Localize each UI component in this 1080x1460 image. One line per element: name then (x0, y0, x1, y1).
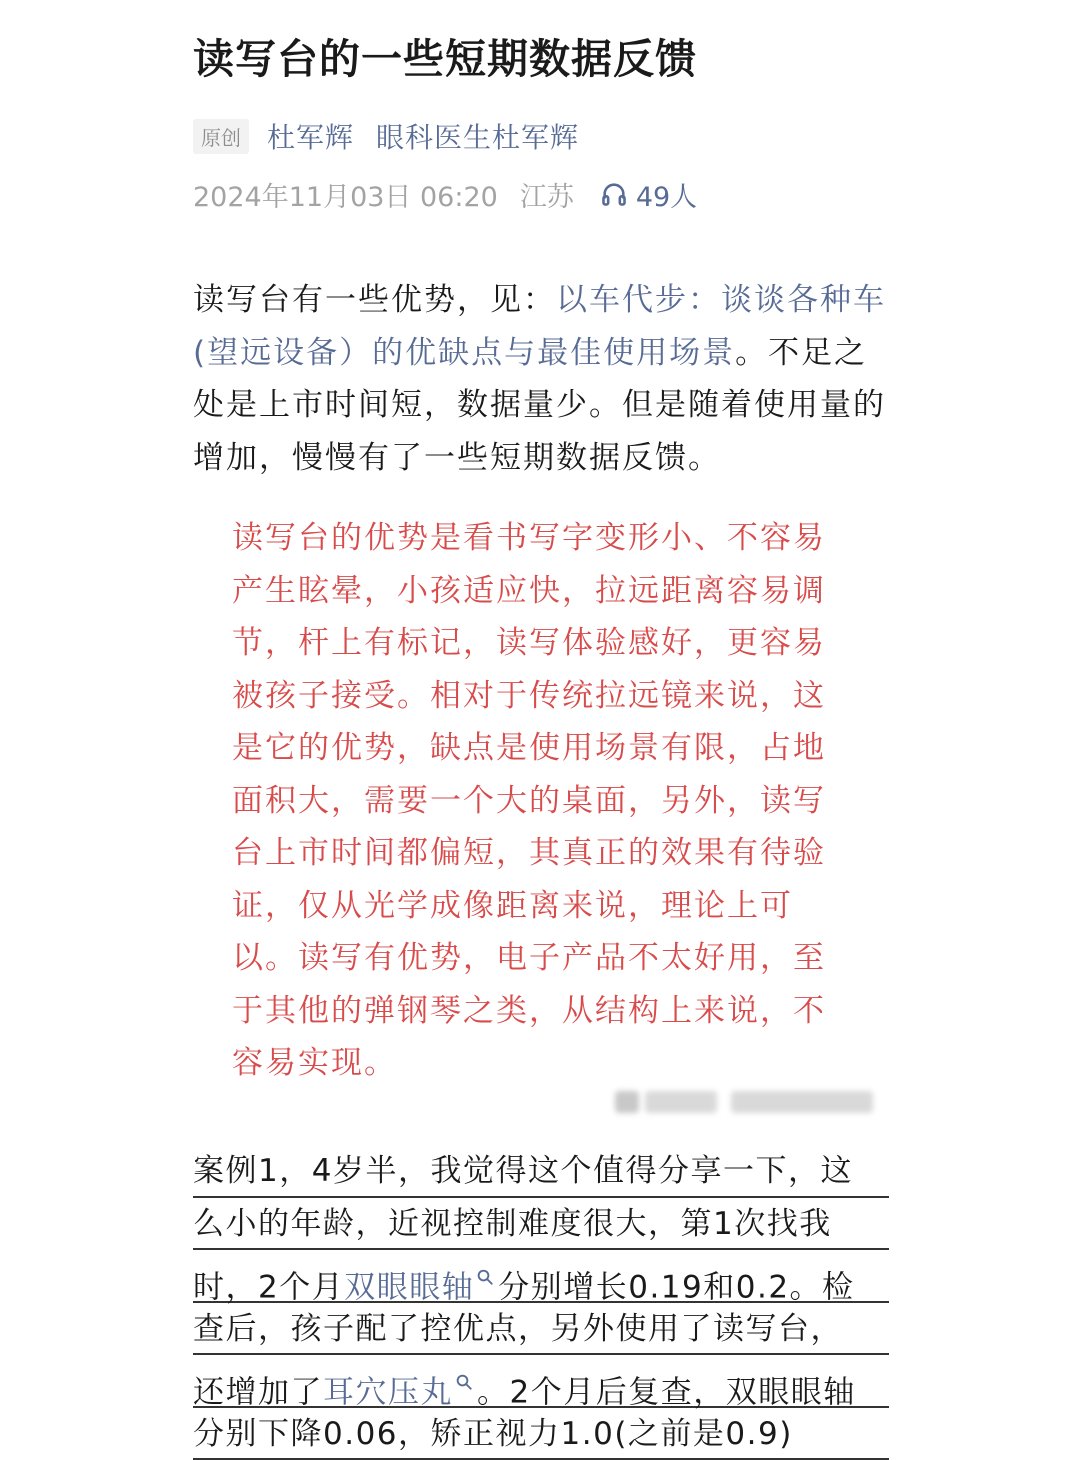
listener-count: 49人 (636, 175, 697, 214)
related-article-link[interactable]: 以车代步：谈谈各种车(望远设备）的优缺点与最佳使用场景 (193, 282, 886, 371)
case-paragraph (193, 1145, 889, 1460)
case-line: 分别下降0.06，矫正视力1.0(之前是0.9) (193, 1408, 889, 1460)
account-link[interactable]: 眼科医生杜军辉 (376, 116, 579, 156)
case-text: 时，2个月 (193, 1269, 344, 1305)
search-icon[interactable] (476, 1250, 494, 1303)
original-badge: 原创 (193, 119, 249, 154)
article-title: 读写台的一些短期数据反馈 (193, 30, 697, 88)
case-line: 查后，孩子配了控优点，另外使用了读写台， (193, 1303, 889, 1356)
case-line: 案例1，4岁半，我觉得这个值得分享一下，这 (193, 1145, 889, 1198)
article-meta-info (193, 174, 697, 214)
case-line (193, 1355, 889, 1408)
headphone-icon (600, 180, 628, 208)
case-text: 分别增长0.19和0.2。检 (498, 1269, 854, 1305)
case-text: 。2个月后复查，双眼眼轴 (477, 1374, 856, 1410)
article-meta-author (193, 116, 601, 156)
case-line: 么小的年龄，近视控制难度很大，第1次找我 (193, 1198, 889, 1251)
quoted-text-red: 读写台的优势是看书写字变形小、不容易产生眩晕，小孩适应快，拉远距离容易调节，杆上有标记，读写体验感好，更容易被孩子接受。相对于传统拉远镜来说，这是它的优势，缺点是使用场景有限，占地面积大，需要一个大的桌面，另外，读写台上市时间都偏短，其真正的效果有待验证，仅从光学成像距离来说，理论上可以。读写有优势，电子产品不太好用，至于其他的弹钢琴之类，从结构上来说，不容易实现。 (232, 512, 848, 1090)
case-text: 还增加了 (193, 1374, 323, 1410)
publish-location: 江苏 (520, 175, 574, 214)
listen-button[interactable] (600, 175, 697, 214)
intro-text-before: 读写台有一些优势，见： (193, 282, 556, 318)
keyword-link-ear-acupressure[interactable]: 耳穴压丸 (323, 1374, 453, 1410)
case-line (193, 1250, 889, 1303)
keyword-link-axial-length[interactable]: 双眼眼轴 (344, 1269, 474, 1305)
intro-text-after: 。不足之处是上市时间短，数据量少。但是随着使用量的增加，慢慢有了一些短期数据反馈。 (193, 335, 886, 476)
search-icon[interactable] (455, 1355, 473, 1408)
publish-datetime: 2024年11月03日 06:20 (193, 175, 498, 214)
blurred-watermark (615, 1089, 873, 1115)
author-link[interactable]: 杜军辉 (267, 116, 354, 156)
intro-paragraph (193, 274, 887, 484)
